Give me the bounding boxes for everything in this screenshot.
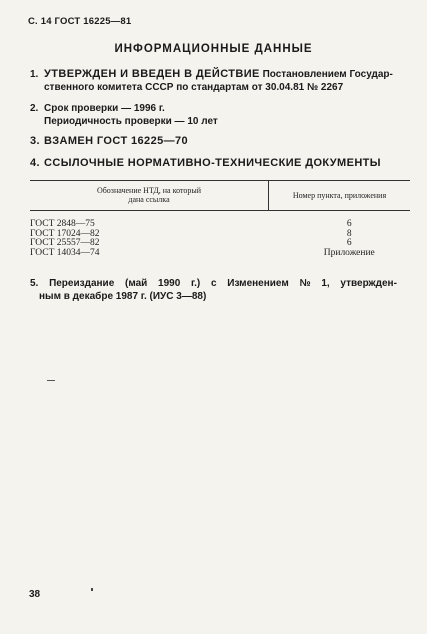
stray-mark bbox=[91, 588, 93, 591]
table-row bbox=[30, 249, 410, 259]
references-table bbox=[30, 180, 410, 258]
page-number: 38 bbox=[29, 589, 41, 600]
table-cell-document: ГОСТ 2848—75 bbox=[30, 219, 95, 229]
item-2-line2: Периодичность проверки — 10 лет bbox=[44, 116, 218, 127]
table-header-document-line2: дана ссылка bbox=[128, 195, 170, 204]
item-1-lead: УТВЕРЖДЕН И ВВЕДЕН В ДЕЙСТВИЕ bbox=[44, 68, 260, 80]
stray-mark bbox=[47, 380, 55, 381]
item-5-word: 1990 bbox=[158, 278, 181, 289]
table-header-document bbox=[30, 181, 269, 211]
item-1-number: 1. bbox=[30, 69, 39, 80]
table-header-clause: Номер пункта, приложения bbox=[269, 181, 411, 211]
item-5-word: утвержден- bbox=[340, 278, 397, 289]
item-5-line2: ным в декабре 1987 г. (ИУС 3—88) bbox=[39, 291, 207, 302]
page-header: С. 14 ГОСТ 16225—81 bbox=[28, 16, 132, 27]
item-5-word: № bbox=[299, 278, 311, 289]
item-3-text: ВЗАМЕН ГОСТ 16225—70 bbox=[44, 135, 189, 147]
item-5-word: Изменением bbox=[227, 278, 289, 289]
item-5-word: Переиздание bbox=[49, 278, 115, 289]
item-5-word: г.) bbox=[190, 278, 201, 289]
item-5 bbox=[30, 277, 397, 303]
item-1-line1-rest: Постановлением Государ- bbox=[262, 69, 393, 80]
item-4-number: 4. bbox=[30, 157, 40, 169]
table-cell-clause: 8 bbox=[346, 228, 352, 239]
item-4 bbox=[30, 157, 381, 170]
item-1 bbox=[30, 68, 393, 94]
item-5-word: (май bbox=[124, 278, 148, 289]
table-cell-clause: 6 bbox=[346, 238, 352, 248]
item-2-line1: Срок проверки — 1996 г. bbox=[44, 103, 165, 114]
item-2 bbox=[30, 102, 218, 128]
item-5-word: с bbox=[210, 278, 217, 289]
table-cell-document: ГОСТ 14034—74 bbox=[30, 247, 100, 258]
section-title: ИНФОРМАЦИОННЫЕ ДАННЫЕ bbox=[114, 43, 313, 55]
item-2-number: 2. bbox=[30, 103, 39, 114]
table-cell-clause: Приложение bbox=[323, 247, 375, 258]
item-5-word: 1, bbox=[321, 278, 330, 289]
table-cell-document: ГОСТ 25557—82 bbox=[30, 238, 100, 248]
item-3 bbox=[30, 135, 188, 148]
item-3-number: 3. bbox=[30, 135, 40, 147]
item-5-number: 5. bbox=[30, 278, 39, 289]
table-header-row bbox=[30, 181, 410, 211]
table-cell-clause: 6 bbox=[346, 219, 352, 229]
table-cell-document: ГОСТ 17024—82 bbox=[30, 228, 100, 239]
table-header-document-line1: Обозначение НТД, на который bbox=[96, 186, 202, 195]
item-5-line1 bbox=[30, 277, 397, 290]
item-4-text: ССЫЛОЧНЫЕ НОРМАТИВНО-ТЕХНИЧЕСКИЕ ДОКУМЕНТЫ bbox=[44, 157, 381, 169]
table-row bbox=[30, 211, 410, 230]
item-1-line2: ственного комитета СССР по стандартам от 30.04.81 № 2267 bbox=[44, 82, 344, 93]
